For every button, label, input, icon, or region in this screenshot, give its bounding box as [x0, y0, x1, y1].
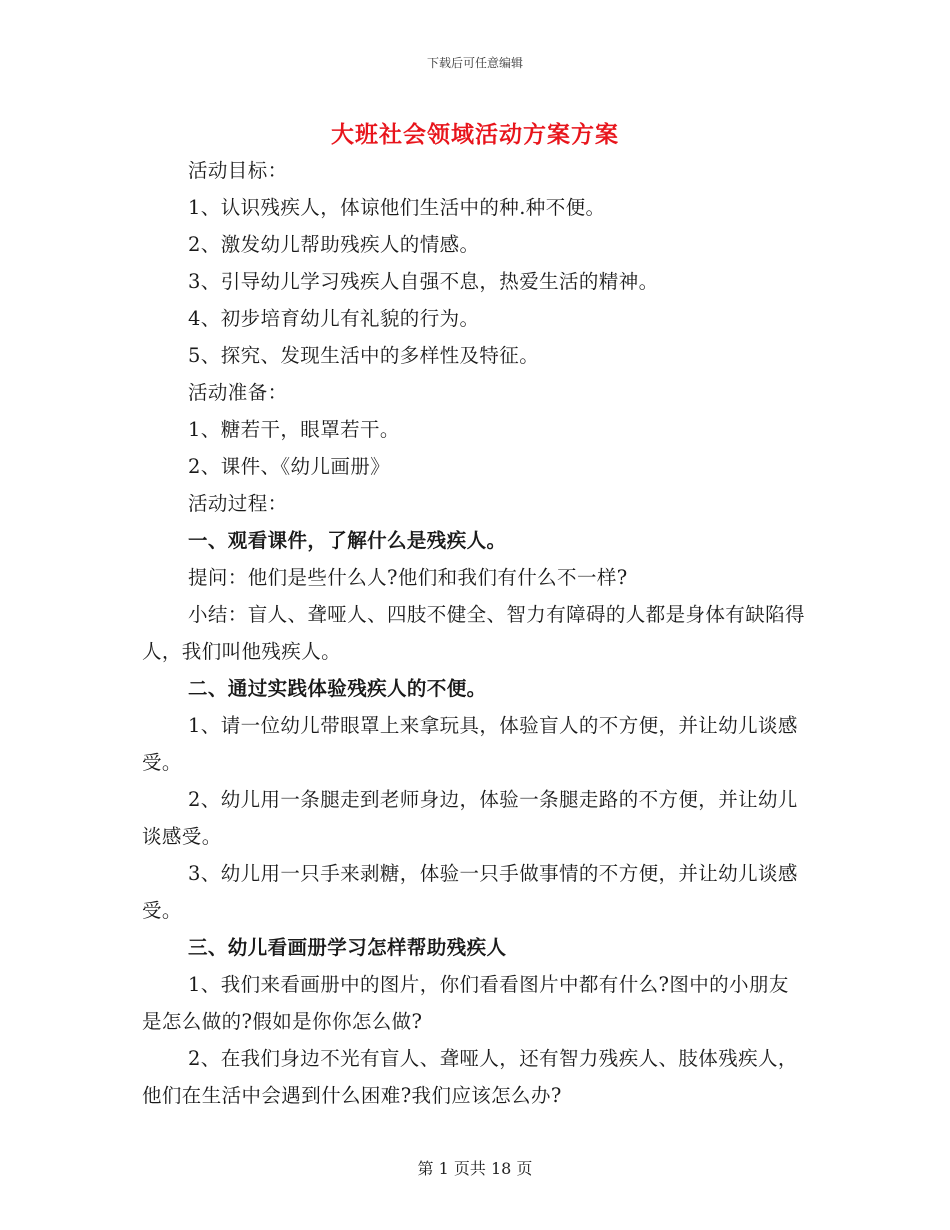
- paragraph: 活动过程：: [188, 492, 288, 515]
- paragraph: 小结：盲人、聋哑人、四肢不健全、智力有障碍的人都是身体有缺陷得人，我们叫他残疾人。: [142, 603, 805, 663]
- paragraph: 2、课件、《幼儿画册》: [188, 455, 391, 478]
- section-heading: 一、观看课件，了解什么是残疾人。: [188, 529, 507, 552]
- section-heading: 二、通过实践体验残疾人的不便。: [188, 677, 487, 700]
- paragraph: 3、引导幼儿学习残疾人自强不息，热爱生活的精神。: [188, 270, 659, 293]
- paragraph: 活动准备：: [188, 381, 288, 404]
- document-body: [142, 152, 807, 1114]
- page-footer: 第 1 页共 18 页: [417, 1159, 533, 1178]
- paragraph: 活动目标：: [188, 159, 288, 182]
- paragraph: 2、幼儿用一条腿走到老师身边，体验一条腿走路的不方便，并让幼儿谈感受。: [142, 788, 798, 848]
- paragraph: 2、在我们身边不光有盲人、聋哑人，还有智力残疾人、肢体残疾人，他们在生活中会遇到什么困难?我们应该怎么办?: [142, 1047, 798, 1107]
- paragraph: 3、幼儿用一只手来剥糖，体验一只手做事情的不方便，并让幼儿谈感受。: [142, 862, 798, 922]
- header-note: 下载后可任意编辑: [426, 56, 523, 70]
- paragraph: 1、认识残疾人，体谅他们生活中的种.种不便。: [188, 196, 606, 219]
- document-title: 大班社会领域活动方案方案: [331, 121, 619, 148]
- paragraph: 5、探究、发现生活中的多样性及特征。: [188, 344, 540, 367]
- paragraph: 4、初步培育幼儿有礼貌的行为。: [188, 307, 480, 330]
- paragraph: 提问：他们是些什么人?他们和我们有什么不一样?: [188, 566, 628, 589]
- paragraph: 1、我们来看画册中的图片，你们看看图片中都有什么?图中的小朋友是怎么做的?假如是你你怎么做?: [142, 973, 789, 1033]
- paragraph: 2、激发幼儿帮助残疾人的情感。: [188, 233, 480, 256]
- section-heading: 三、幼儿看画册学习怎样帮助残疾人: [188, 936, 507, 959]
- paragraph: 1、请一位幼儿带眼罩上来拿玩具，体验盲人的不方便，并让幼儿谈感受。: [142, 714, 798, 774]
- paragraph: 1、糖若干，眼罩若干。: [188, 418, 400, 441]
